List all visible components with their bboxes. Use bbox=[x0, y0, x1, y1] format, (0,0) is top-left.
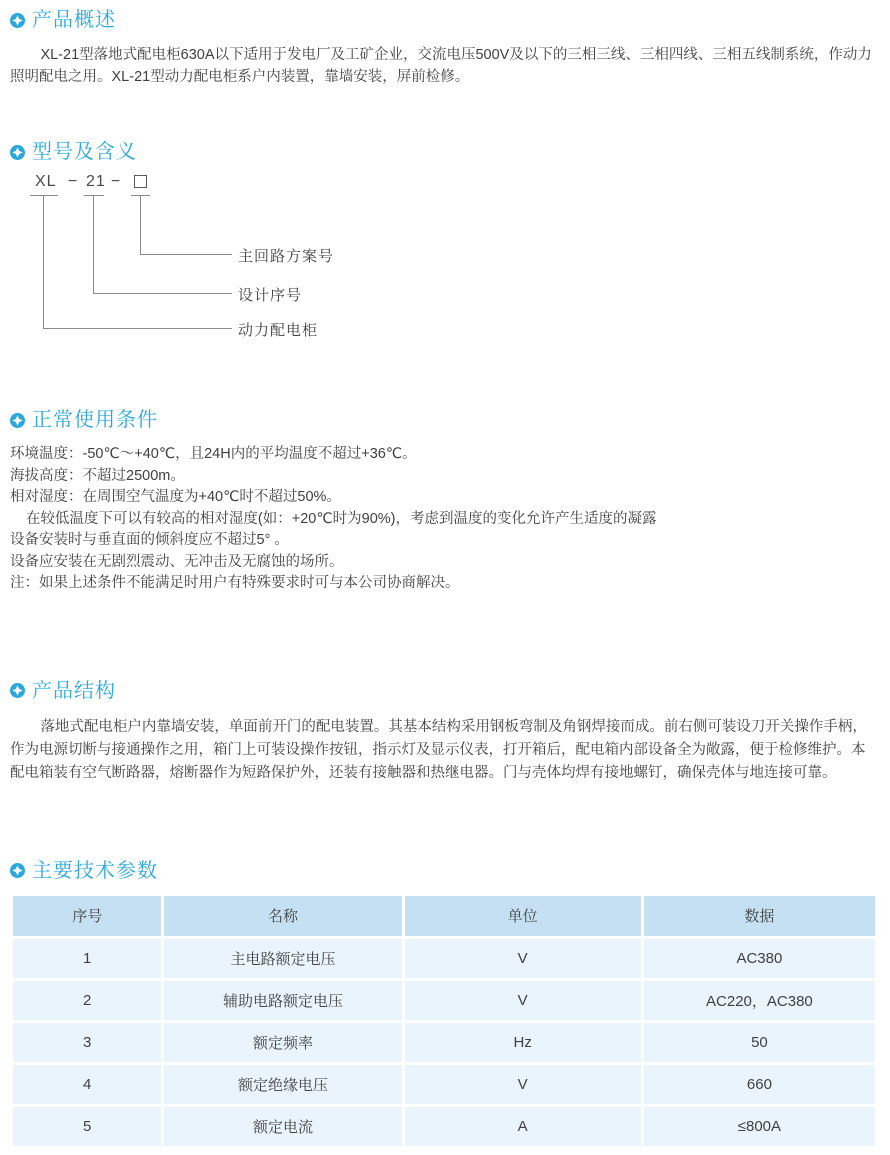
callout-label-series: 设计序号 bbox=[238, 287, 303, 304]
model-code-prefix: XL bbox=[35, 173, 57, 190]
column-header-data: 数据 bbox=[644, 896, 875, 936]
model-code-diagram bbox=[10, 170, 878, 352]
parameters-section-title: 主要技术参数 bbox=[32, 859, 158, 882]
condition-line: 在较低温度下可以有较高的相对湿度(如：+20℃时为90%)，考虑到温度的变化允许产生适度的凝露 bbox=[25, 510, 657, 527]
cell-unit: V bbox=[405, 1065, 641, 1104]
underline-series bbox=[84, 195, 104, 196]
cell-unit: V bbox=[405, 939, 641, 978]
callout-label-scheme: 主回路方案号 bbox=[238, 248, 335, 265]
condition-line: 海拔高度：不超过2500m。 bbox=[10, 467, 185, 484]
star-circle-icon bbox=[10, 413, 25, 428]
cell-data: AC220，AC380 bbox=[644, 981, 875, 1020]
table-row bbox=[13, 939, 875, 978]
parameters-section-header bbox=[10, 859, 878, 883]
star-circle-icon bbox=[10, 683, 25, 698]
table-row bbox=[13, 1065, 875, 1104]
callout-line-series bbox=[93, 293, 232, 294]
model-code-dash1: − bbox=[68, 173, 79, 190]
cell-data: ≤800A bbox=[644, 1107, 875, 1146]
table-row bbox=[13, 1023, 875, 1062]
model-section-title: 型号及含义 bbox=[32, 141, 137, 163]
connector-vline-series bbox=[93, 195, 94, 293]
conditions-list bbox=[10, 444, 878, 595]
cell-data: AC380 bbox=[644, 939, 875, 978]
cell-unit: A bbox=[405, 1107, 641, 1146]
table-row bbox=[13, 1107, 875, 1146]
scheme-placeholder-box bbox=[134, 175, 147, 188]
cell-no: 5 bbox=[13, 1107, 161, 1146]
cell-unit: V bbox=[405, 981, 641, 1020]
cell-name: 辅助电路额定电压 bbox=[164, 981, 401, 1020]
column-header-name: 名称 bbox=[164, 896, 401, 936]
cell-name: 额定频率 bbox=[164, 1023, 401, 1062]
model-code-dash2: − bbox=[111, 173, 122, 190]
condition-line: 相对湿度：在周围空气温度为+40℃时不超过50%。 bbox=[10, 489, 341, 505]
cell-data: 50 bbox=[644, 1023, 875, 1062]
star-circle-icon bbox=[10, 13, 25, 28]
callout-line-cabinet bbox=[43, 328, 232, 329]
model-section-header bbox=[10, 140, 878, 164]
overview-section-title: 产品概述 bbox=[32, 9, 116, 31]
underline-prefix bbox=[30, 195, 58, 196]
model-code-series: 21 bbox=[86, 173, 106, 190]
table-row bbox=[13, 981, 875, 1020]
structure-section-header bbox=[10, 679, 878, 703]
column-header-no: 序号 bbox=[13, 896, 161, 936]
condition-line: 注：如果上述条件不能满足时用户有特殊要求时可与本公司协商解决。 bbox=[10, 575, 460, 591]
cell-no: 2 bbox=[13, 981, 161, 1020]
cell-no: 4 bbox=[13, 1065, 161, 1104]
conditions-section-header bbox=[10, 408, 878, 432]
structure-section-title: 产品结构 bbox=[32, 679, 116, 702]
connector-vline-placeholder bbox=[140, 195, 141, 254]
star-circle-icon bbox=[10, 145, 25, 160]
cell-name: 额定电流 bbox=[164, 1107, 401, 1146]
cell-data: 660 bbox=[644, 1065, 875, 1104]
condition-line: 设备应安装在无剧烈震动、无冲击及无腐蚀的场所。 bbox=[10, 553, 344, 570]
callout-label-cabinet: 动力配电柜 bbox=[238, 322, 319, 339]
parameters-table bbox=[10, 893, 878, 1149]
condition-line: 设备安装时与垂直面的倾斜度应不超过5° 。 bbox=[10, 532, 289, 548]
connector-vline-prefix bbox=[43, 195, 44, 328]
cell-no: 1 bbox=[13, 939, 161, 978]
structure-paragraph: 落地式配电柜户内靠墙安装，单面前开门的配电装置。其基本结构采用钢板弯制及角钢焊接而成。前右侧可装设刀开关操作手柄，作为电源切断与接通操作之用，箱门上可装设操作按钮，指示灯及显示仪表，打开箱后，配电箱内部设备全为敞露，便于检修维护。本配电箱装有空气断路器，熔断器作为短路保护外，还装有接触器和热继电器。门与壳体均焊有接地螺钉，确保壳体与地连接可靠。 bbox=[10, 718, 867, 781]
overview-paragraph: XL-21型落地式配电柜630A以下适用于发电厂及工矿企业，交流电压500V及以下的三相三线、三相四线、三相五线制系统，作动力照明配电之用。XL-21型动力配电柜系户内装置，靠墙安装，屏前检修。 bbox=[10, 47, 872, 85]
overview-section-header bbox=[10, 8, 878, 32]
table-header-row bbox=[13, 896, 875, 936]
column-header-unit: 单位 bbox=[405, 896, 641, 936]
conditions-section-title: 正常使用条件 bbox=[32, 409, 158, 431]
cell-unit: Hz bbox=[405, 1023, 641, 1062]
star-circle-icon bbox=[10, 863, 25, 878]
callout-line-scheme bbox=[140, 254, 232, 255]
cell-name: 主电路额定电压 bbox=[164, 939, 401, 978]
cell-no: 3 bbox=[13, 1023, 161, 1062]
condition-line: 环境温度：-50℃～+40℃，且24H内的平均温度不超过+36℃。 bbox=[10, 446, 417, 462]
cell-name: 额定绝缘电压 bbox=[164, 1065, 401, 1104]
